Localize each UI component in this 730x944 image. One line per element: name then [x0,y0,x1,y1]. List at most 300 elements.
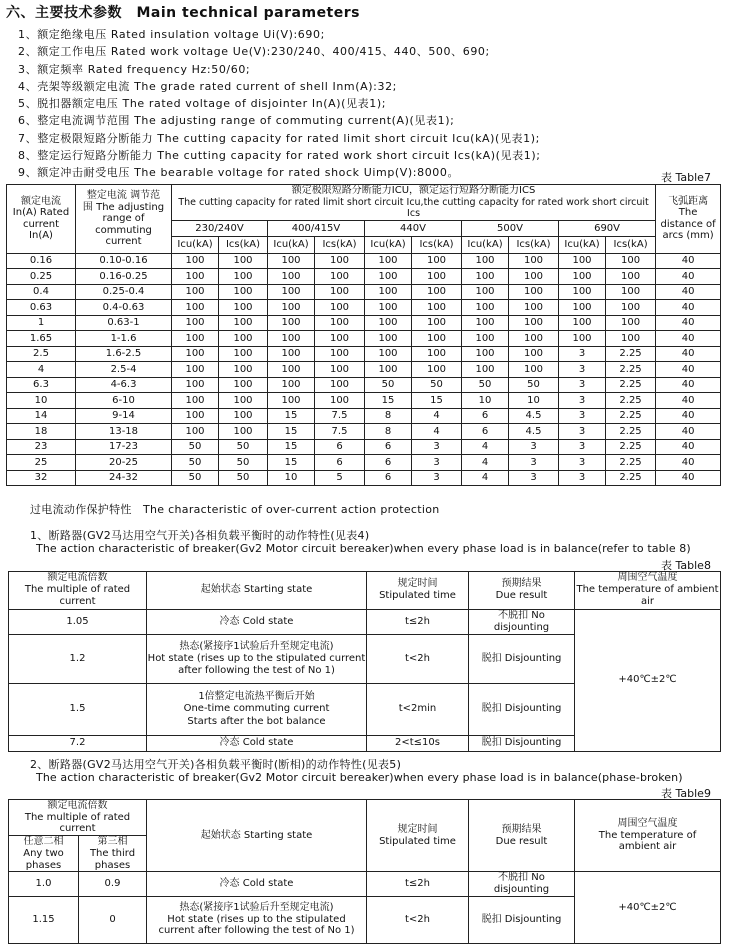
table7-caption: 表 Table7 [661,171,711,184]
result-cell: 脱扣 Disjounting [469,736,575,752]
table-cell: 100 [462,300,509,316]
table-cell: 3 [559,424,606,440]
table-cell: 100 [412,300,462,316]
table-cell: 24-32 [76,470,172,486]
table-row [7,377,721,393]
table-cell: 15 [412,393,462,409]
state-line: Hot state (rises up to the stipulated current [147,652,366,664]
table-cell: 40 [656,284,721,300]
state-line: after following the test of No 1) [178,665,335,677]
multiple-cell: 1.2 [9,635,147,684]
time-cell: t<2h [367,896,469,943]
table-cell: 2.25 [606,393,656,409]
table-cell: 23 [7,439,76,455]
table-cell: 100 [268,269,315,285]
time-cell: t≤2h [367,609,469,634]
table-cell: 100 [462,253,509,269]
table-cell: 4.5 [509,424,559,440]
result-cell: 脱扣 Disjounting [469,635,575,684]
two-phases-cell: 1.0 [9,872,79,896]
table-cell: 7.5 [315,408,365,424]
table-cell: 40 [656,300,721,316]
table-cell: 100 [365,362,412,378]
table-cell: 9-14 [76,408,172,424]
table-cell: 4 [462,439,509,455]
table-cell: 100 [606,331,656,347]
table-cell: 100 [268,284,315,300]
t9-header-two-phases: 任意二相 Any two phases [9,836,79,872]
table-cell: 15 [268,455,315,471]
table-cell: 100 [219,362,268,378]
table-cell: 14 [7,408,76,424]
table-cell: 6 [462,408,509,424]
table-cell: 100 [268,315,315,331]
parameter-list [18,26,541,182]
table-9 [8,799,721,944]
table-cell: 100 [606,300,656,316]
state-line: 冷态 Cold state [219,878,294,890]
table-cell: 100 [509,284,559,300]
sub1-cn: 1、断路器(GV2马达用空气开关)各相负载平衡时的动作特性(见表4) [30,529,370,542]
table-cell: 100 [509,253,559,269]
table-cell: 100 [559,331,606,347]
icu-header: Icu(kA) [462,236,509,253]
table-cell: 100 [606,253,656,269]
table-cell: 100 [365,315,412,331]
multiple-cell: 1.5 [9,684,147,736]
table-cell: 3 [412,470,462,486]
table-row [7,408,721,424]
table-cell: 15 [365,393,412,409]
table-cell: 100 [219,284,268,300]
overcurrent-title: 过电流动作保护特性 The characteristic of over-current action protection [30,503,440,516]
table-row [7,346,721,362]
table-cell: 100 [365,253,412,269]
table-row [7,315,721,331]
header-capacity: 额定极限短路分断能力ICU，额定运行短路分断能力ICS The cutting capacity for rated limit short circuit Icu,the cutting capacity for rated work short circuit Ics [172,185,656,221]
table-cell: 100 [462,346,509,362]
table-cell: 1 [7,315,76,331]
table-cell: 18 [7,424,76,440]
table-cell: 100 [559,284,606,300]
table9-caption: 表 Table9 [661,787,711,800]
table-cell: 3 [412,439,462,455]
time-cell: t≤2h [367,872,469,896]
table-cell: 40 [656,408,721,424]
state-line: One-time commuting current [183,703,330,715]
table-cell: 3 [559,455,606,471]
table-cell: 50 [172,439,219,455]
table-cell: 100 [606,269,656,285]
t8-header-temp: 周围空气温度 The temperature of ambient air [576,572,719,608]
voltage-header: 690V [559,220,656,236]
multiple-cell: 1.05 [9,609,147,634]
table-cell: 100 [412,331,462,347]
voltage-header: 440V [365,220,462,236]
table-cell: 100 [172,300,219,316]
result-cell: 不脱扣 No disjounting [469,609,575,634]
table-cell: 40 [656,253,721,269]
table-cell: 100 [315,393,365,409]
table-cell: 0.4-0.63 [76,300,172,316]
table-row [7,455,721,471]
multiple-cell: 7.2 [9,736,147,752]
section-title: 六、主要技术参数 Main technical parameters [6,5,360,21]
table-cell: 100 [172,253,219,269]
table-cell: 100 [172,393,219,409]
table-cell: 100 [219,424,268,440]
table-cell: 100 [315,315,365,331]
table-cell: 100 [315,253,365,269]
table-cell: 100 [412,269,462,285]
table-cell: 100 [172,331,219,347]
table-cell: 3 [559,439,606,455]
table-row [7,439,721,455]
state-line: 1倍整定电流热平衡后开始 [198,691,315,703]
table-cell: 50 [219,439,268,455]
table-cell: 4.5 [509,408,559,424]
ics-header: Ics(kA) [509,236,559,253]
table-cell: 100 [268,393,315,409]
table-cell: 6 [365,470,412,486]
table-row [7,362,721,378]
table-cell: 100 [315,362,365,378]
table-row [7,253,721,269]
table-cell: 100 [315,284,365,300]
table-cell: 3 [559,377,606,393]
time-cell: t<2min [367,684,469,736]
t8-header-start: 起始状态 Starting state [147,572,367,610]
t8-header-multiple: 额定电流倍数 The multiple of rated current [9,572,147,610]
icu-header: Icu(kA) [268,236,315,253]
table-cell: 10 [268,470,315,486]
table-cell: 3 [509,455,559,471]
sub2-cn: 2、断路器(GV2马达用空气开关)各相负载平衡时(断相)的动作特性(见表5) [30,758,402,771]
icu-header: Icu(kA) [172,236,219,253]
table-cell: 100 [219,393,268,409]
table-cell: 40 [656,377,721,393]
table-cell: 6-10 [76,393,172,409]
table-cell: 2.25 [606,362,656,378]
table-row [7,393,721,409]
table-cell: 4 [7,362,76,378]
table-row [7,470,721,486]
voltage-header: 500V [462,220,559,236]
parameter-item: 9、额定冲击耐受电压 The bearable voltage for rated shock Uimp(V):8000。 [18,166,460,180]
table-cell: 100 [315,377,365,393]
table-7 [6,184,721,486]
table-cell: 1.65 [7,331,76,347]
table-cell: 6 [365,455,412,471]
time-cell: t<2h [367,635,469,684]
header-rated-current: 额定电流 In(A) Rated current In(A) [7,185,76,254]
icu-header: Icu(kA) [559,236,606,253]
table-cell: 0.63 [7,300,76,316]
parameter-item: 6、整定电流调节范围 The adjusting range of commuting current(A)(见表1); [18,114,455,128]
table-cell: 100 [462,331,509,347]
table-cell: 100 [315,331,365,347]
table-cell: 50 [219,455,268,471]
sub2-en: The action characteristic of breaker(Gv2 Motor circuit bereaker)when every phase load is in balance(phase-broken) [36,771,683,784]
table-cell: 100 [509,346,559,362]
time-cell: 2<t≤10s [367,736,469,752]
table-cell: 8 [365,424,412,440]
table-cell: 100 [365,346,412,362]
table-cell: 100 [559,269,606,285]
parameter-item: 4、壳架等级额定电流 The grade rated current of shell Inm(A):32; [18,79,397,93]
table-cell: 100 [172,315,219,331]
table-cell: 100 [412,284,462,300]
table-cell: 40 [656,362,721,378]
state-line: Starts after the bot balance [187,715,326,727]
table-cell: 4-6.3 [76,377,172,393]
table-cell: 100 [172,424,219,440]
table-cell: 100 [365,269,412,285]
table-cell: 6 [315,439,365,455]
table-cell: 15 [268,424,315,440]
parameter-item: 7、整定极限短路分断能力 The cutting capacity for rated limit short circuit Icu(kA)(见表1); [18,131,540,145]
table-cell: 40 [656,424,721,440]
t9-header-time: 规定时间 Stipulated time [367,800,469,872]
table-cell: 100 [268,377,315,393]
table-cell: 3 [412,455,462,471]
table-cell: 0.63-1 [76,315,172,331]
table-cell: 10 [7,393,76,409]
table-cell: 8 [365,408,412,424]
table-cell: 100 [315,300,365,316]
table-cell: 15 [268,439,315,455]
table-cell: 20-25 [76,455,172,471]
t8-header-result: 预期结果 Due result [469,572,575,610]
table-cell: 10 [509,393,559,409]
header-arc-distance: 飞弧距离 The distance of arcs (mm) [656,185,721,254]
state-cell [147,896,367,943]
third-phase-cell: 0.9 [79,872,147,896]
table-cell: 50 [509,377,559,393]
table-cell: 100 [219,377,268,393]
state-cell [147,684,367,736]
table-row [7,331,721,347]
table-row [7,424,721,440]
table-cell: 100 [268,253,315,269]
parameter-item: 1、额定绝缘电压 Rated insulation voltage Ui(V):690; [18,28,325,41]
table-cell: 32 [7,470,76,486]
table-cell: 2.25 [606,346,656,362]
table-cell: 40 [656,315,721,331]
table-cell: 40 [656,439,721,455]
voltage-header: 230/240V [172,220,268,236]
table-cell: 100 [219,346,268,362]
state-line: 冷态 Cold state [219,737,294,749]
table-cell: 15 [268,408,315,424]
table-cell: 25 [7,455,76,471]
table-cell: 100 [606,315,656,331]
table-cell: 100 [219,315,268,331]
voltage-header: 400/415V [268,220,365,236]
table-cell: 100 [509,331,559,347]
result-cell: 脱扣 Disjounting [469,896,575,943]
table-cell: 100 [172,377,219,393]
table-cell: 50 [462,377,509,393]
table-cell: 100 [606,284,656,300]
header-adjust-range: 整定电流 调节范围 The adjusting range of commuting current [76,185,172,254]
parameter-item: 5、脱扣器额定电压 The rated voltage of disjointer In(A)(见表1); [18,97,387,111]
t9-header-result: 预期结果 Due result [469,800,575,872]
parameter-item: 2、额定工作电压 Rated work voltage Ue(V):230/240、400/415、440、500、690; [18,45,490,59]
state-cell [147,635,367,684]
table-cell: 2.5 [7,346,76,362]
table-cell: 100 [559,315,606,331]
table-cell: 100 [412,362,462,378]
table-cell: 2.25 [606,470,656,486]
table-cell: 100 [412,346,462,362]
table-cell: 100 [559,253,606,269]
temperature-cell: +40℃±2℃ [575,609,721,751]
sub1-en: The action characteristic of breaker(Gv2 Motor circuit bereaker)when every phase load is in balance(refer to table 8) [36,542,691,555]
table-cell: 10 [462,393,509,409]
two-phases-cell: 1.15 [9,896,79,943]
table-cell: 100 [315,269,365,285]
table-cell: 2.25 [606,424,656,440]
table-cell: 100 [219,300,268,316]
table-cell: 40 [656,331,721,347]
table-cell: 2.25 [606,408,656,424]
table-cell: 2.25 [606,455,656,471]
table-cell: 50 [172,470,219,486]
table-cell: 100 [462,269,509,285]
table-cell: 100 [462,284,509,300]
state-line: 冷态 Cold state [219,615,294,627]
table-cell: 0.25 [7,269,76,285]
ics-header: Ics(kA) [606,236,656,253]
table-cell: 100 [509,315,559,331]
table-cell: 1.6-2.5 [76,346,172,362]
table-cell: 100 [219,331,268,347]
table-cell: 3 [509,439,559,455]
table-cell: 4 [412,408,462,424]
table-cell: 100 [172,346,219,362]
table-cell: 40 [656,346,721,362]
table8-caption: 表 Table8 [661,559,711,572]
t8-header-time: 规定时间 Stipulated time [367,572,469,610]
state-cell [147,736,367,752]
table-cell: 100 [268,346,315,362]
table-cell: 100 [268,300,315,316]
table-cell: 100 [172,408,219,424]
table-8 [8,571,721,752]
table-cell: 100 [268,362,315,378]
table-cell: 40 [656,470,721,486]
table-cell: 100 [462,362,509,378]
table-cell: 0.10-0.16 [76,253,172,269]
table-cell: 100 [172,284,219,300]
table-cell: 6.3 [7,377,76,393]
table-cell: 100 [219,408,268,424]
table-cell: 100 [365,300,412,316]
t9-header-third-phase: 第三相 The third phases [79,836,147,872]
table-cell: 100 [412,315,462,331]
table-cell: 50 [365,377,412,393]
table-cell: 100 [172,362,219,378]
table-row [9,872,721,896]
t9-header-start: 起始状态 Starting state [147,800,367,872]
table-cell: 2.25 [606,377,656,393]
table-cell: 3 [559,470,606,486]
table-cell: 50 [172,455,219,471]
table-cell: 2.5-4 [76,362,172,378]
icu-header: Icu(kA) [365,236,412,253]
table-cell: 100 [219,269,268,285]
table-cell: 4 [412,424,462,440]
table-cell: 50 [412,377,462,393]
table-cell: 100 [509,300,559,316]
table-cell: 0.4 [7,284,76,300]
t9-header-temp: 周围空气温度 The temperature of ambient air [575,800,721,872]
table-cell: 6 [365,439,412,455]
table-cell: 17-23 [76,439,172,455]
table-row [9,609,721,634]
state-line: 热态(紧接序1试验后升至规定电流) [179,902,334,914]
table-cell: 100 [365,331,412,347]
table-cell: 7.5 [315,424,365,440]
table-cell: 6 [315,455,365,471]
state-cell [147,872,367,896]
table-cell: 2.25 [606,439,656,455]
table-cell: 100 [219,253,268,269]
state-cell [147,609,367,634]
parameter-item: 8、整定运行短路分断能力 The cutting capacity for rated work short circuit Ics(kA)(见表1); [18,149,541,163]
table-cell: 1-1.6 [76,331,172,347]
table-cell: 40 [656,269,721,285]
ics-header: Ics(kA) [412,236,462,253]
table-cell: 40 [656,455,721,471]
table-cell: 13-18 [76,424,172,440]
temperature-cell: +40℃±2℃ [575,872,721,943]
t9-header-multiple: 额定电流倍数 The multiple of rated current [9,800,147,836]
table-cell: 100 [509,362,559,378]
ics-header: Ics(kA) [219,236,268,253]
third-phase-cell: 0 [79,896,147,943]
table-cell: 100 [268,331,315,347]
table-cell: 40 [656,393,721,409]
table-cell: 4 [462,470,509,486]
table-cell: 100 [412,253,462,269]
table-cell: 6 [462,424,509,440]
table-cell: 50 [219,470,268,486]
result-cell: 脱扣 Disjounting [469,684,575,736]
state-line: 热态(紧接序1试验后升至规定电流) [179,640,334,652]
table-row [7,300,721,316]
table-cell: 100 [559,300,606,316]
table-cell: 3 [559,346,606,362]
table-cell: 100 [509,269,559,285]
table-cell: 0.16 [7,253,76,269]
table-cell: 3 [509,470,559,486]
table-cell: 5 [315,470,365,486]
result-cell: 不脱扣 No disjounting [469,872,575,896]
table-cell: 0.16-0.25 [76,269,172,285]
table-cell: 100 [365,284,412,300]
table-cell: 3 [559,393,606,409]
table-row [7,269,721,285]
table-cell: 4 [462,455,509,471]
table-cell: 100 [462,315,509,331]
table-cell: 0.25-0.4 [76,284,172,300]
state-line: Hot state (rises up to the stipulated [167,913,346,925]
table-cell: 3 [559,408,606,424]
state-line: current after following the test of No 1) [158,925,355,937]
parameter-item: 3、额定频率 Rated frequency Hz:50/60; [18,62,251,76]
